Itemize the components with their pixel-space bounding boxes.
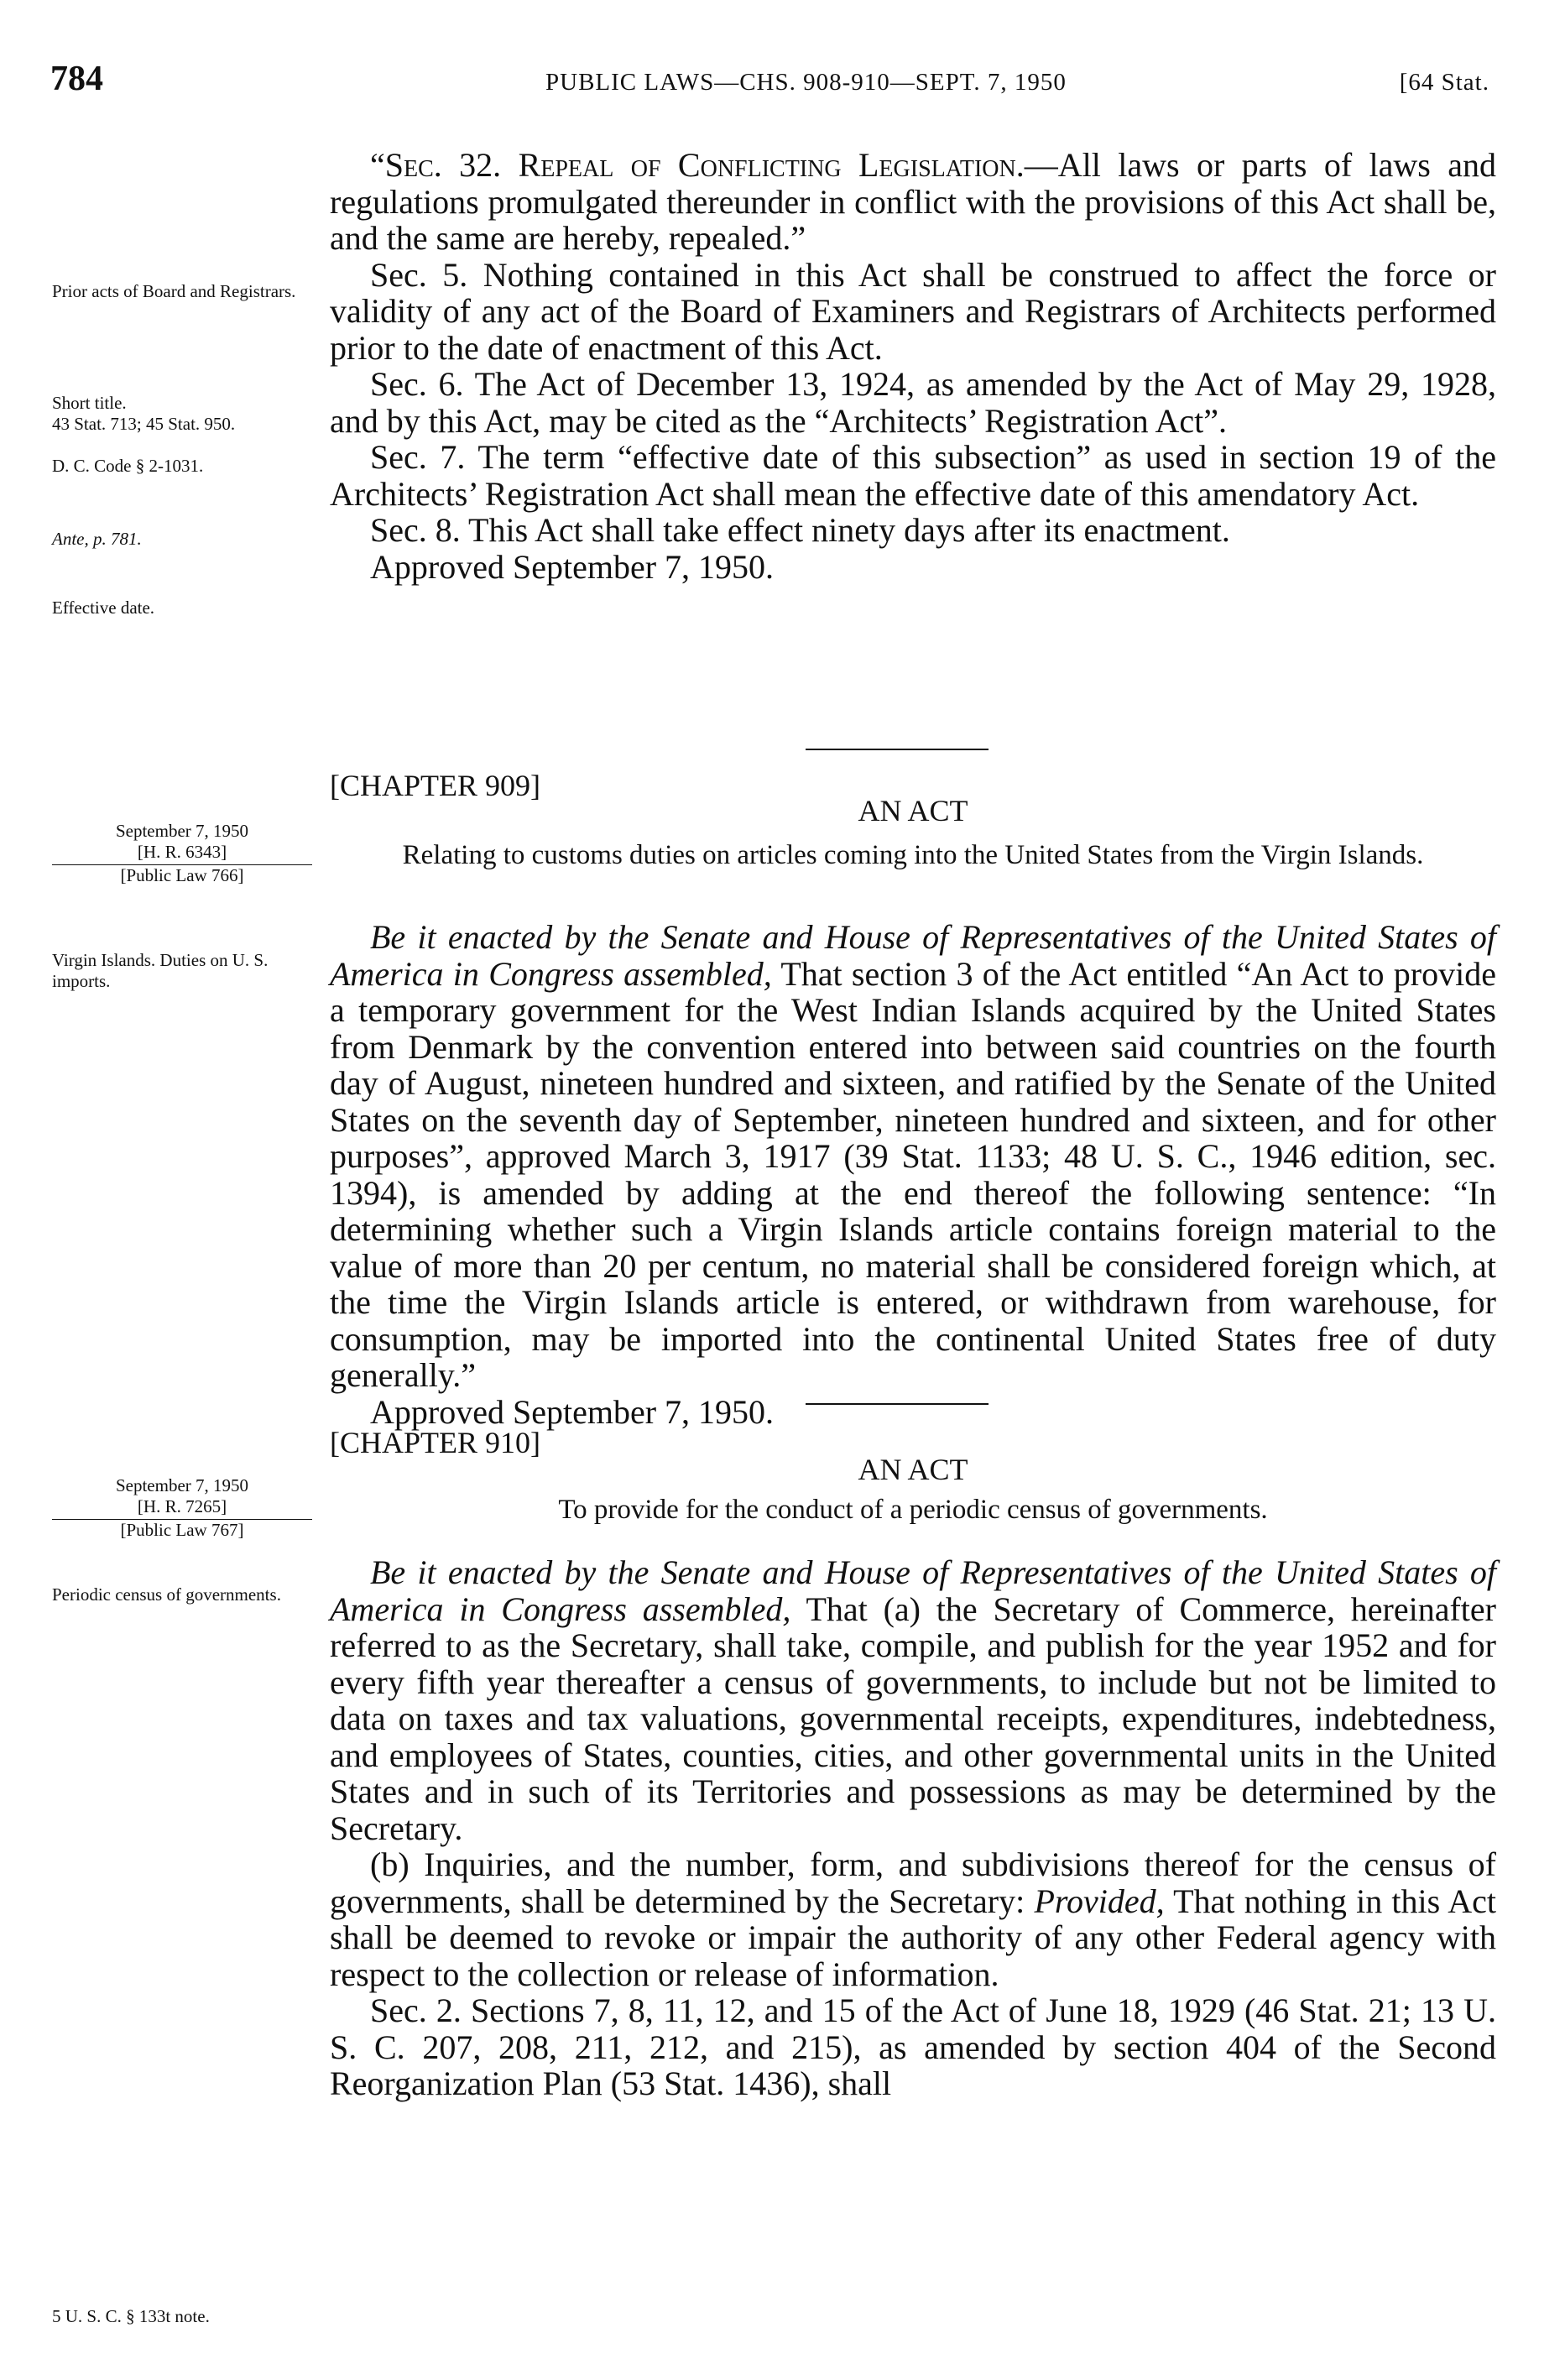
- chapter-909-body: [330, 919, 1496, 1430]
- margin-note-dc-code: D. C. Code § 2-1031.: [52, 456, 204, 476]
- section-32-heading: “Sec. 32. Repeal of Conflicting Legislation.: [370, 146, 1025, 184]
- section-8-text: Sec. 8. This Act shall take effect ninety days after its enactment.: [370, 511, 1230, 549]
- chapter-910-bill-info: [52, 1475, 312, 1541]
- chapter-909-title: [CHAPTER 909]: [330, 769, 540, 802]
- section-1-paragraph-a: Be it enacted by the Senate and House of Representatives of the United States of America in Congress assembled, That (a) the Secretary of Commerce, hereinafter referred to as the Secretary, shall take, compile, and publish for the year 1952 and for every fifth year thereafter a census of governments, to include but not be limited to data on taxes and tax valuations, governmental receipts, expenditures, indebtedness, and employees of States, counties, cities, and other governmental units in the United States and in such of its Territories and possessions as may be determined by the Secretary.: [330, 1553, 1496, 1847]
- chapter-divider: [806, 1403, 989, 1405]
- chapter-910-title: [CHAPTER 910]: [330, 1426, 540, 1459]
- public-law-number: [Public Law 767]: [120, 1520, 244, 1540]
- chapter-909-purpose: Relating to customs duties on articles coming into the United States from the Virgin Islands.: [402, 840, 1424, 870]
- running-title: PUBLIC LAWS—CHS. 908-910—SEPT. 7, 1950: [545, 69, 1067, 96]
- margin-note-ante: Ante, p. 781.: [52, 529, 142, 549]
- section-1-paragraph-b: (b) Inquiries, and the number, form, and subdivisions thereof for the census of governments, shall be determined by the Secretary: Provided, That nothing in this Act shall be deemed to revoke or impair the authority of any other Federal agency with respect to the collection or release of information.: [330, 1845, 1496, 1993]
- margin-note-statute-citation: 43 Stat. 713; 45 Stat. 950.: [52, 414, 236, 434]
- house-bill-number: [H. R. 6343]: [52, 842, 312, 865]
- chapter-910-an-act: AN ACT: [858, 1453, 968, 1486]
- page-number: 784: [50, 60, 103, 98]
- margin-note-virgin-islands: Virgin Islands. Duties on U. S. imports.: [52, 950, 269, 991]
- section-6-text: Sec. 6. The Act of December 13, 1924, as amended by the Act of May 29, 1928, and by this Act, may be cited as the “Architects’ Registration Act”.: [330, 365, 1496, 440]
- enactment-date: September 7, 1950: [115, 821, 249, 841]
- enacting-clause: Be it enacted by the Senate and House of Representatives of the United States of America in Congress assembled,: [330, 1553, 1496, 1628]
- chapter-908-continuation: [330, 147, 1496, 585]
- chapter-910-body: [330, 1554, 1496, 2102]
- section-2-text: Sec. 2. Sections 7, 8, 11, 12, and 15 of the Act of June 18, 1929 (46 Stat. 21; 13 U. S. C. 207, 208, 211, 212, and 215), as amended by section 404 of the Second Reorganization Plan (53 Stat. 1436), shall: [330, 1991, 1496, 2102]
- house-bill-number: [H. R. 7265]: [52, 1496, 312, 1520]
- section-7-text: Sec. 7. The term “effective date of this subsection” as used in section 19 of the Architects’ Registration Act shall mean the effective date of this amendatory Act.: [330, 438, 1496, 513]
- approval-line: Approved September 7, 1950.: [370, 1392, 775, 1431]
- chapter-909-enactment: [330, 919, 1496, 1394]
- chapter-909-text: That section 3 of the Act entitled “An Act to provide a temporary government for the West Indian Islands acquired by the United States from Denmark by the convention entered into between said countries on the fourth day of August, nineteen hundred and sixteen, and ratified by the Senate of the United States on the seventh day of September, nineteen hundred and sixteen, and for other purposes”, approved March 3, 1917 (39 Stat. 1133; 48 U. S. C., 1946 edition, sec. 1394), is amended by adding at the end thereof the following sentence: “In determining whether such a Virgin Islands article contains foreign material to the value of more than 20 per centum, no material shall be considered foreign which, at the time the Virgin Islands article is entered, or withdrawn from warehouse, for consumption, may be imported into the continental United States free of duty generally.”: [330, 954, 1496, 1394]
- chapter-909-an-act: AN ACT: [858, 794, 968, 827]
- approval-line: Approved September 7, 1950.: [370, 547, 775, 586]
- margin-note-short-title: Short title.: [52, 393, 127, 413]
- volume-reference: [64 Stat.: [1399, 69, 1489, 96]
- margin-note-usc: 5 U. S. C. § 133t note.: [52, 2306, 210, 2326]
- section-5-text: Sec. 5. Nothing contained in this Act shall be construed to affect the force or validity of any act of the Board of Examiners and Registrars of Architects performed prior to the date of enactment of this Act.: [330, 255, 1496, 367]
- enactment-date: September 7, 1950: [115, 1475, 249, 1495]
- section-32-text: “Sec. 32. Repeal of Conflicting Legislation.—All laws or parts of laws and regulations promulgated thereunder in conflict with the provisions of this Act shall be, and the same are hereby, repealed.”: [330, 146, 1496, 257]
- chapter-909-bill-info: [52, 821, 312, 886]
- public-law-number: [Public Law 766]: [120, 865, 244, 885]
- margin-note-effective-date: Effective date.: [52, 598, 155, 618]
- running-head: [50, 59, 1489, 109]
- enacting-clause: Be it enacted by the Senate and House of Representatives of the United States of America in Congress assembled,: [330, 918, 1496, 993]
- chapter-910-purpose: To provide for the conduct of a periodic census of governments.: [558, 1495, 1268, 1525]
- chapter-divider: [806, 749, 989, 750]
- margin-note-census: Periodic census of governments.: [52, 1584, 281, 1605]
- margin-note-prior-acts: Prior acts of Board and Registrars.: [52, 281, 296, 301]
- proviso: Provided,: [1034, 1882, 1165, 1920]
